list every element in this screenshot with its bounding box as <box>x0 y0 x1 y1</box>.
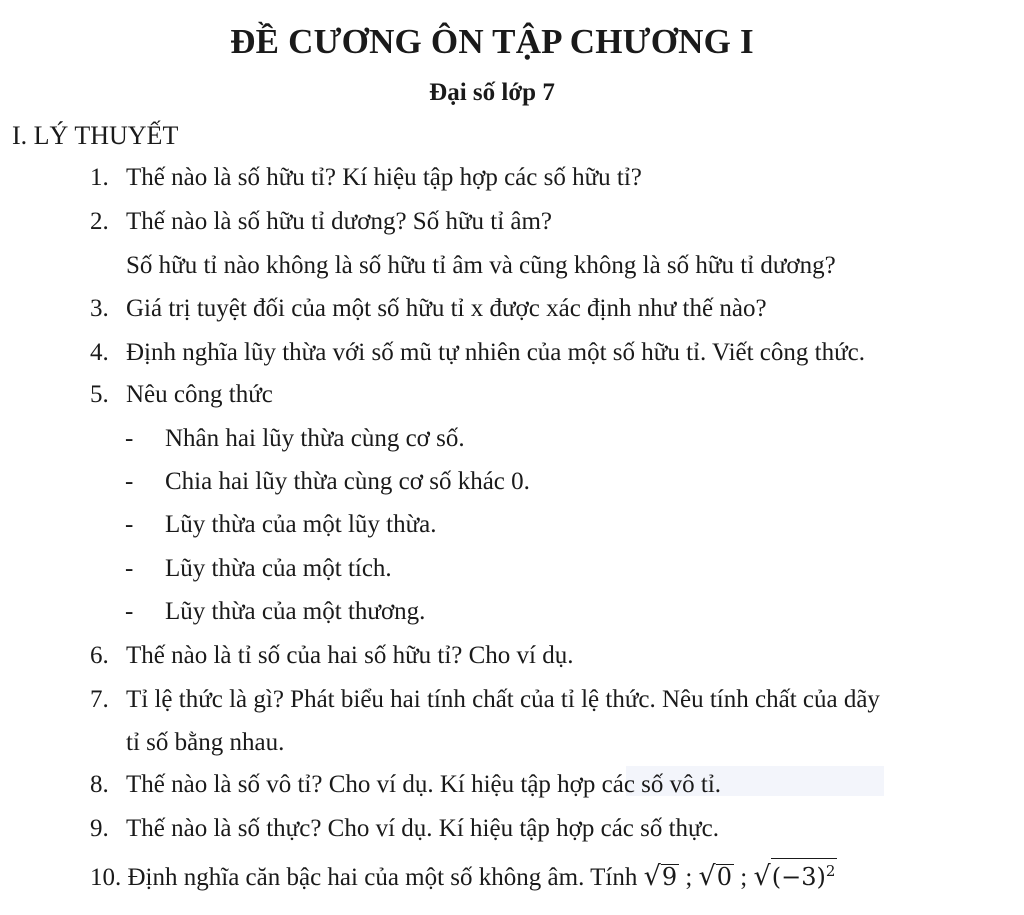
question-number: 6. <box>90 642 109 669</box>
question-text: Nêu công thức <box>126 381 273 408</box>
dash-bullet: - <box>125 511 134 538</box>
dash-bullet: - <box>125 555 134 582</box>
question-item-2 <box>90 208 552 236</box>
sqrt-nine <box>644 863 680 891</box>
subitem-1 <box>125 425 465 453</box>
question-text: Định nghĩa lũy thừa với số mũ tự nhiên của một số hữu tỉ. Viết công thức. <box>126 339 865 366</box>
sqrt-icon: √ <box>643 861 661 892</box>
question-continuation-7: tỉ số bằng nhau. <box>126 729 285 756</box>
radicand <box>771 858 838 889</box>
question-number: 1. <box>90 164 109 191</box>
dash-bullet: - <box>125 468 134 495</box>
radicand: 0 <box>716 863 733 891</box>
question-text: Thế nào là số thực? Cho ví dụ. Kí hiệu tập hợp các số thực. <box>126 815 719 842</box>
question-item-3 <box>90 295 767 323</box>
subitem-text: Lũy thừa của một tích. <box>165 555 392 582</box>
subitem-text: Chia hai lũy thừa cùng cơ số khác 0. <box>165 468 530 495</box>
question-item-1 <box>90 164 642 192</box>
question-text: Thế nào là số hữu tỉ dương? Số hữu tỉ âm? <box>126 208 553 235</box>
subitem-5 <box>125 598 425 626</box>
sqrt-zero <box>699 863 735 891</box>
separator: ; <box>679 864 699 891</box>
dash-bullet: - <box>125 598 134 625</box>
document-subtitle: Đại số lớp 7 <box>429 79 555 106</box>
question-number: 4. <box>90 339 109 366</box>
section-heading: I. LÝ THUYẾT <box>12 121 179 150</box>
subitem-3 <box>125 511 436 539</box>
question-item-4 <box>90 339 865 367</box>
question-number: 7. <box>90 686 109 713</box>
radicand: 9 <box>661 863 678 891</box>
question-number: 2. <box>90 208 109 235</box>
question-item-7 <box>90 686 880 714</box>
dash-bullet: - <box>125 425 134 452</box>
document-title: ĐỀ CƯƠNG ÔN TẬP CHƯƠNG I <box>230 22 754 61</box>
subitem-4 <box>125 555 392 583</box>
separator: ; <box>734 864 754 891</box>
question-item-8 <box>90 771 721 799</box>
question-text: Thế nào là số hữu tỉ? Kí hiệu tập hợp các số hữu tỉ? <box>126 164 642 191</box>
question-number: 9. <box>90 815 109 842</box>
question-item-9 <box>90 815 719 843</box>
radicand-exponent: 2 <box>825 862 836 880</box>
question-text: Thế nào là số vô tỉ? Cho ví dụ. Kí hiệu tập hợp các số vô tỉ. <box>126 771 722 798</box>
question-number: 8. <box>90 771 109 798</box>
sqrt-neg-three-squared <box>754 863 838 891</box>
radicand-base: (−3) <box>771 863 826 891</box>
question-number: 3. <box>90 295 109 322</box>
question-item-5 <box>90 381 273 409</box>
question-text: Tỉ lệ thức là gì? Phát biểu hai tính chất của tỉ lệ thức. Nêu tính chất của dãy <box>126 686 880 713</box>
sqrt-icon: √ <box>698 861 716 892</box>
question-item-10 <box>90 858 837 892</box>
sqrt-icon: √ <box>753 861 771 892</box>
question-text: Giá trị tuyệt đối của một số hữu tỉ x được xác định như thế nào? <box>126 295 767 322</box>
subitem-2 <box>125 468 530 496</box>
subitem-text: Nhân hai lũy thừa cùng cơ số. <box>165 425 465 452</box>
question-item-6 <box>90 642 574 670</box>
subitem-text: Lũy thừa của một lũy thừa. <box>165 511 437 538</box>
question-number: 10. <box>90 864 122 891</box>
question-number: 5. <box>90 381 109 408</box>
question-text: Định nghĩa căn bậc hai của một số không âm. Tính <box>127 864 638 891</box>
question-text: Thế nào là tỉ số của hai số hữu tỉ? Cho ví dụ. <box>126 642 574 669</box>
question-continuation-2: Số hữu tỉ nào không là số hữu tỉ âm và cũng không là số hữu tỉ dương? <box>126 252 836 279</box>
subitem-text: Lũy thừa của một thương. <box>165 598 426 625</box>
